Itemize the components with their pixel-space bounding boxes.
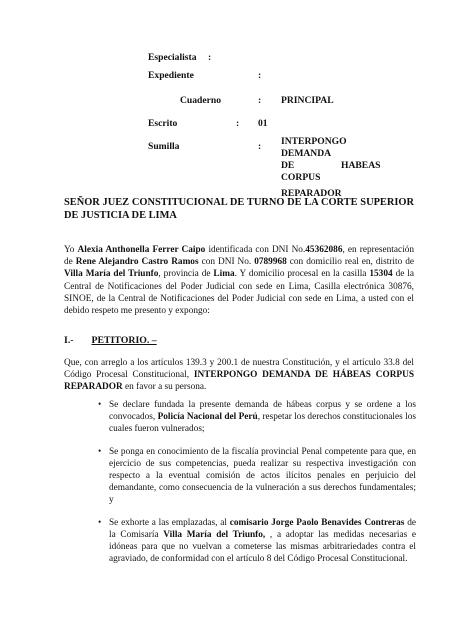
requests-list <box>98 399 416 575</box>
sumilla-label: Sumilla <box>148 141 180 152</box>
section-heading <box>64 335 157 346</box>
represented-dni: 0789968 <box>254 257 287 268</box>
sumilla-line-2: DEMANDA <box>281 148 332 159</box>
intro-paragraph: Yo Alexia Anthonella Ferrer Caipo identificada con DNI No.45362086, en representación de Rene Alejandro Castro Ramos con DNI No. 0789968 con domicilio real en, distrito de Villa María del Triunfo, provincia de Lima. Y domicilio procesal en la casilla 15304 de la Central de Notificaciones del Poder Judicial con sede en Lima, Casilla electrónica 30876, SINOE, de la Central de Notificaciones del Poder Judicial con sede en Lima, a usted con el debido respeto me presento y expongo: <box>64 245 414 317</box>
section-number: I.- <box>64 335 74 346</box>
especialista-colon: : <box>208 52 212 63</box>
especialista-label: Especialista <box>148 52 197 63</box>
list-item: • Se exhorte a las emplazadas, al comisario Jorge Paolo Benavides Contreras de la Comisaría Villa María del Triunfo, , a adoptar las medidas necesarias e idóneas para que no vuelvan a cometerse las mismas arbitrariedades contra el agraviado, de conformidad con el artículo 8 del Código Procesal Constitucional. <box>98 517 416 566</box>
sumilla-habeas: HABEAS <box>341 160 381 171</box>
list-item: • Se declare fundada la presente demanda de hábeas corpus y se ordene a los convocados, Policía Nacional del Perú, respetar los derechos constitucionales los cuales fueron vulnerados; <box>98 399 416 436</box>
district-name: Villa María del Triunfo <box>64 269 159 280</box>
cuaderno-colon: : <box>258 95 262 106</box>
sumilla-de: DE <box>281 160 295 171</box>
addressee-heading: SEÑOR JUEZ CONSTITUCIONAL DE TURNO DE LA CORTE SUPERIOR DE JUSTICIA DE LIMA <box>64 197 414 221</box>
cuaderno-label: Cuaderno <box>180 95 222 106</box>
expediente-colon: : <box>258 70 262 81</box>
represented-name: Rene Alejandro Castro Ramos <box>75 257 199 268</box>
province-name: Lima <box>213 269 235 280</box>
sumilla-reparador: REPARADOR <box>281 188 342 199</box>
cuaderno-value: PRINCIPAL <box>281 95 334 106</box>
sumilla-line-1: INTERPONGO <box>281 136 347 147</box>
casilla-number: 15304 <box>369 269 393 280</box>
escrito-colon: : <box>236 118 240 129</box>
petitorio-paragraph: Que, con arreglo a los artículos 139.3 y 200.1 de nuestra Constitución, y el artículo 33.8 del Código Procesal Constitucional, INTERPONGO DEMANDA DE HÁBEAS CORPUS REPARADOR en favor a su persona. <box>64 358 414 393</box>
expediente-label: Expediente <box>148 70 194 81</box>
escrito-label: Escrito <box>148 118 178 129</box>
sumilla-colon: : <box>258 141 262 152</box>
claimant-dni: 45362086 <box>305 245 343 255</box>
petitorio-claim: INTERPONGO DEMANDA DE HÁBEAS CORPUS REPARADOR <box>64 370 414 393</box>
claimant-name: Alexia Anthonella Ferrer Caipo <box>77 245 206 255</box>
section-label: PETITORIO. – <box>91 335 157 346</box>
escrito-value: 01 <box>258 118 268 129</box>
sumilla-corpus: CORPUS <box>281 172 321 183</box>
list-item: • Se ponga en conocimiento de la fiscalía provincial Penal competente para que, en ejercicio de sus competencias, pueda realizar su respectiva investigación con respecto a la eventual comisión de actos ilícitos penales en perjuicio del demandante, como consecuencia de la vulneración a sus derechos fundamentales; y <box>98 446 416 507</box>
